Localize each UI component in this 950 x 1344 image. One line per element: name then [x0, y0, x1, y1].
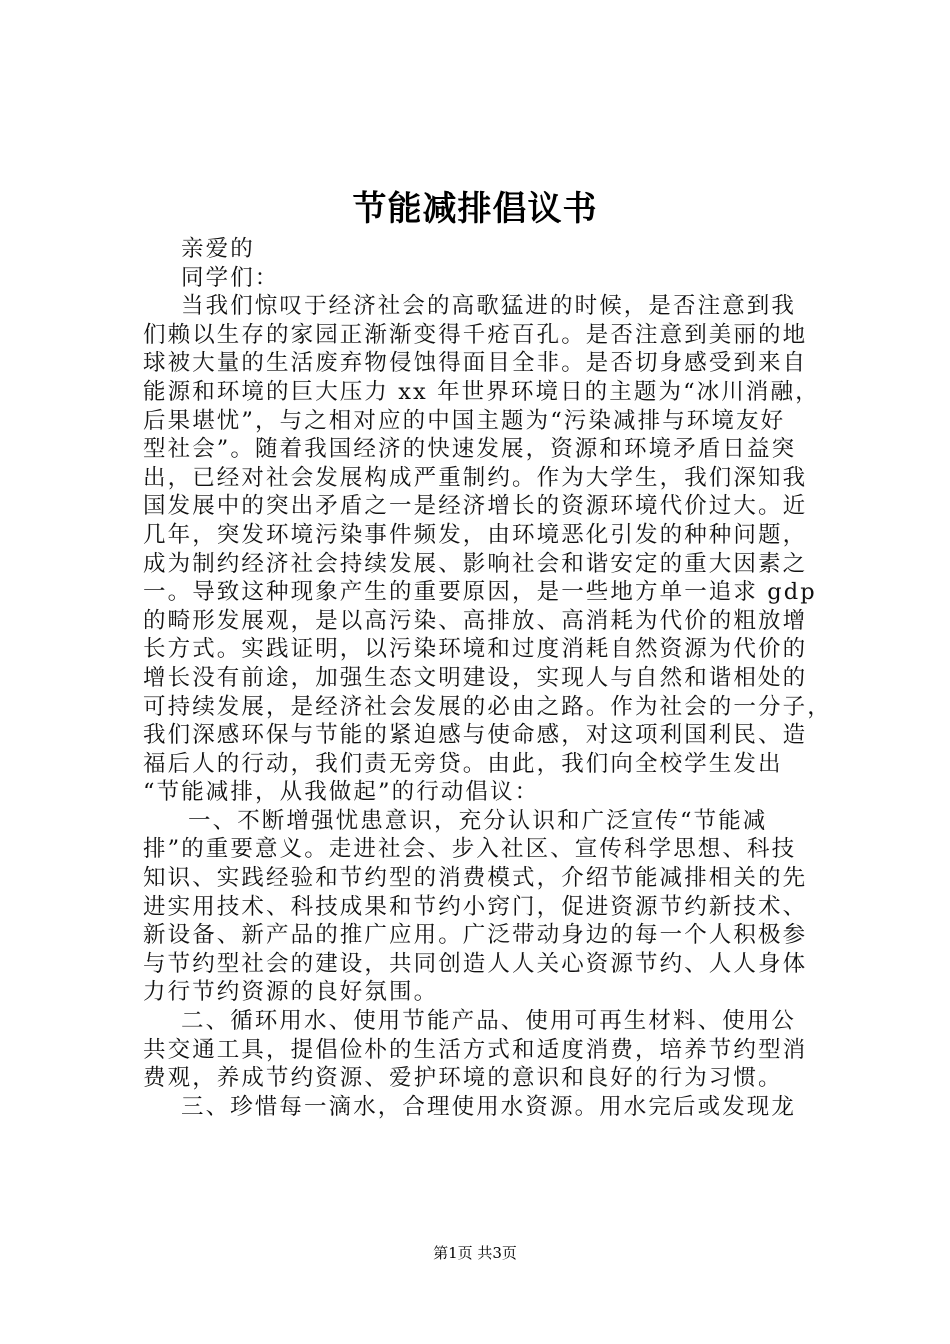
- body-line: 后果堪忧”，与之相对应的中国主题为“污染减排与环境友好: [143, 407, 786, 434]
- body-line: 长方式。实践证明，以污染环境和过度消耗自然资源为代价的: [143, 636, 808, 663]
- page-footer: 第1页 共3页: [433, 1244, 517, 1262]
- body-line: 共交通工具，提倡俭朴的生活方式和适度消费，培养节约型消: [143, 1036, 808, 1063]
- body-line: 出，已经对社会发展构成严重制约。作为大学生，我们深知我: [143, 464, 808, 491]
- document-body: [143, 235, 843, 1121]
- body-line: 型社会”。随着我国经济的快速发展，资源和环境矛盾日益突: [143, 436, 797, 463]
- body-line: 费观，养成节约资源、爱护环境的意识和良好的行为习惯。: [143, 1065, 783, 1092]
- body-line: 与节约型社会的建设，共同创造人人关心资源节约、人人身体: [143, 950, 808, 977]
- body-line: 排”的重要意义。走进社会、步入社区、宣传科学思想、科技: [143, 836, 797, 863]
- salutation-line-1: 亲爱的: [181, 236, 255, 262]
- body-line: “节能减排，从我做起”的行动倡议：: [143, 779, 540, 806]
- body-line: 增长没有前途，加强生态文明建设，实现人与自然和谐相处的: [143, 664, 808, 691]
- body-line: 成为制约经济社会持续发展、影响社会和谐安定的重大因素之: [143, 550, 808, 577]
- body-line: 力行节约资源的良好氛围。: [143, 979, 439, 1006]
- body-line: 当我们惊叹于经济社会的高歌猛进的时候，是否注意到我: [181, 293, 797, 320]
- body-line: 福后人的行动，我们责无旁贷。由此，我们向全校学生发出: [143, 750, 783, 777]
- body-line: 球被大量的生活废弃物侵蚀得面目全非。是否切身感受到来自: [143, 350, 808, 377]
- body-line: 新设备、新产品的推广应用。广泛带动身边的每一个人积极参: [143, 922, 808, 949]
- body-line: 知识、实践经验和节约型的消费模式，介绍节能减排相关的先: [143, 865, 808, 892]
- body-line: 们赖以生存的家园正渐渐变得千疮百孔。是否注意到美丽的地: [143, 321, 808, 348]
- body-line: 我们深感环保与节能的紧迫感与使命感，对这项利国利民、造: [143, 722, 808, 749]
- salutation-line-2: 同学们：: [181, 264, 280, 291]
- body-line: 进实用技术、科技成果和节约小窍门，促进资源节约新技术、: [143, 893, 808, 920]
- body-line: 的畸形发展观，是以高污染、高排放、高消耗为代价的粗放增: [143, 607, 808, 634]
- body-line: 三、珍惜每一滴水，合理使用水资源。用水完后或发现龙: [181, 1093, 797, 1120]
- body-line: 国发展中的突出矛盾之一是经济增长的资源环境代价过大。近: [143, 493, 808, 520]
- body-line: 一、不断增强忧患意识，充分认识和广泛宣传“节能减: [188, 807, 768, 834]
- body-line: 能源和环境的巨大压力 xx 年世界环境日的主题为“冰川消融，: [143, 378, 820, 405]
- body-line: 一。导致这种现象产生的重要原因，是一些地方单一追求 gdp: [143, 579, 817, 606]
- body-line: 几年，突发环境污染事件频发，由环境恶化引发的种种问题，: [143, 521, 808, 548]
- document-title: 节能减排倡议书: [352, 189, 598, 229]
- body-line: 二、循环用水、使用节能产品、使用可再生材料、使用公: [181, 1008, 797, 1035]
- body-line: 可持续发展，是经济社会发展的必由之路。作为社会的一分子，: [143, 693, 832, 720]
